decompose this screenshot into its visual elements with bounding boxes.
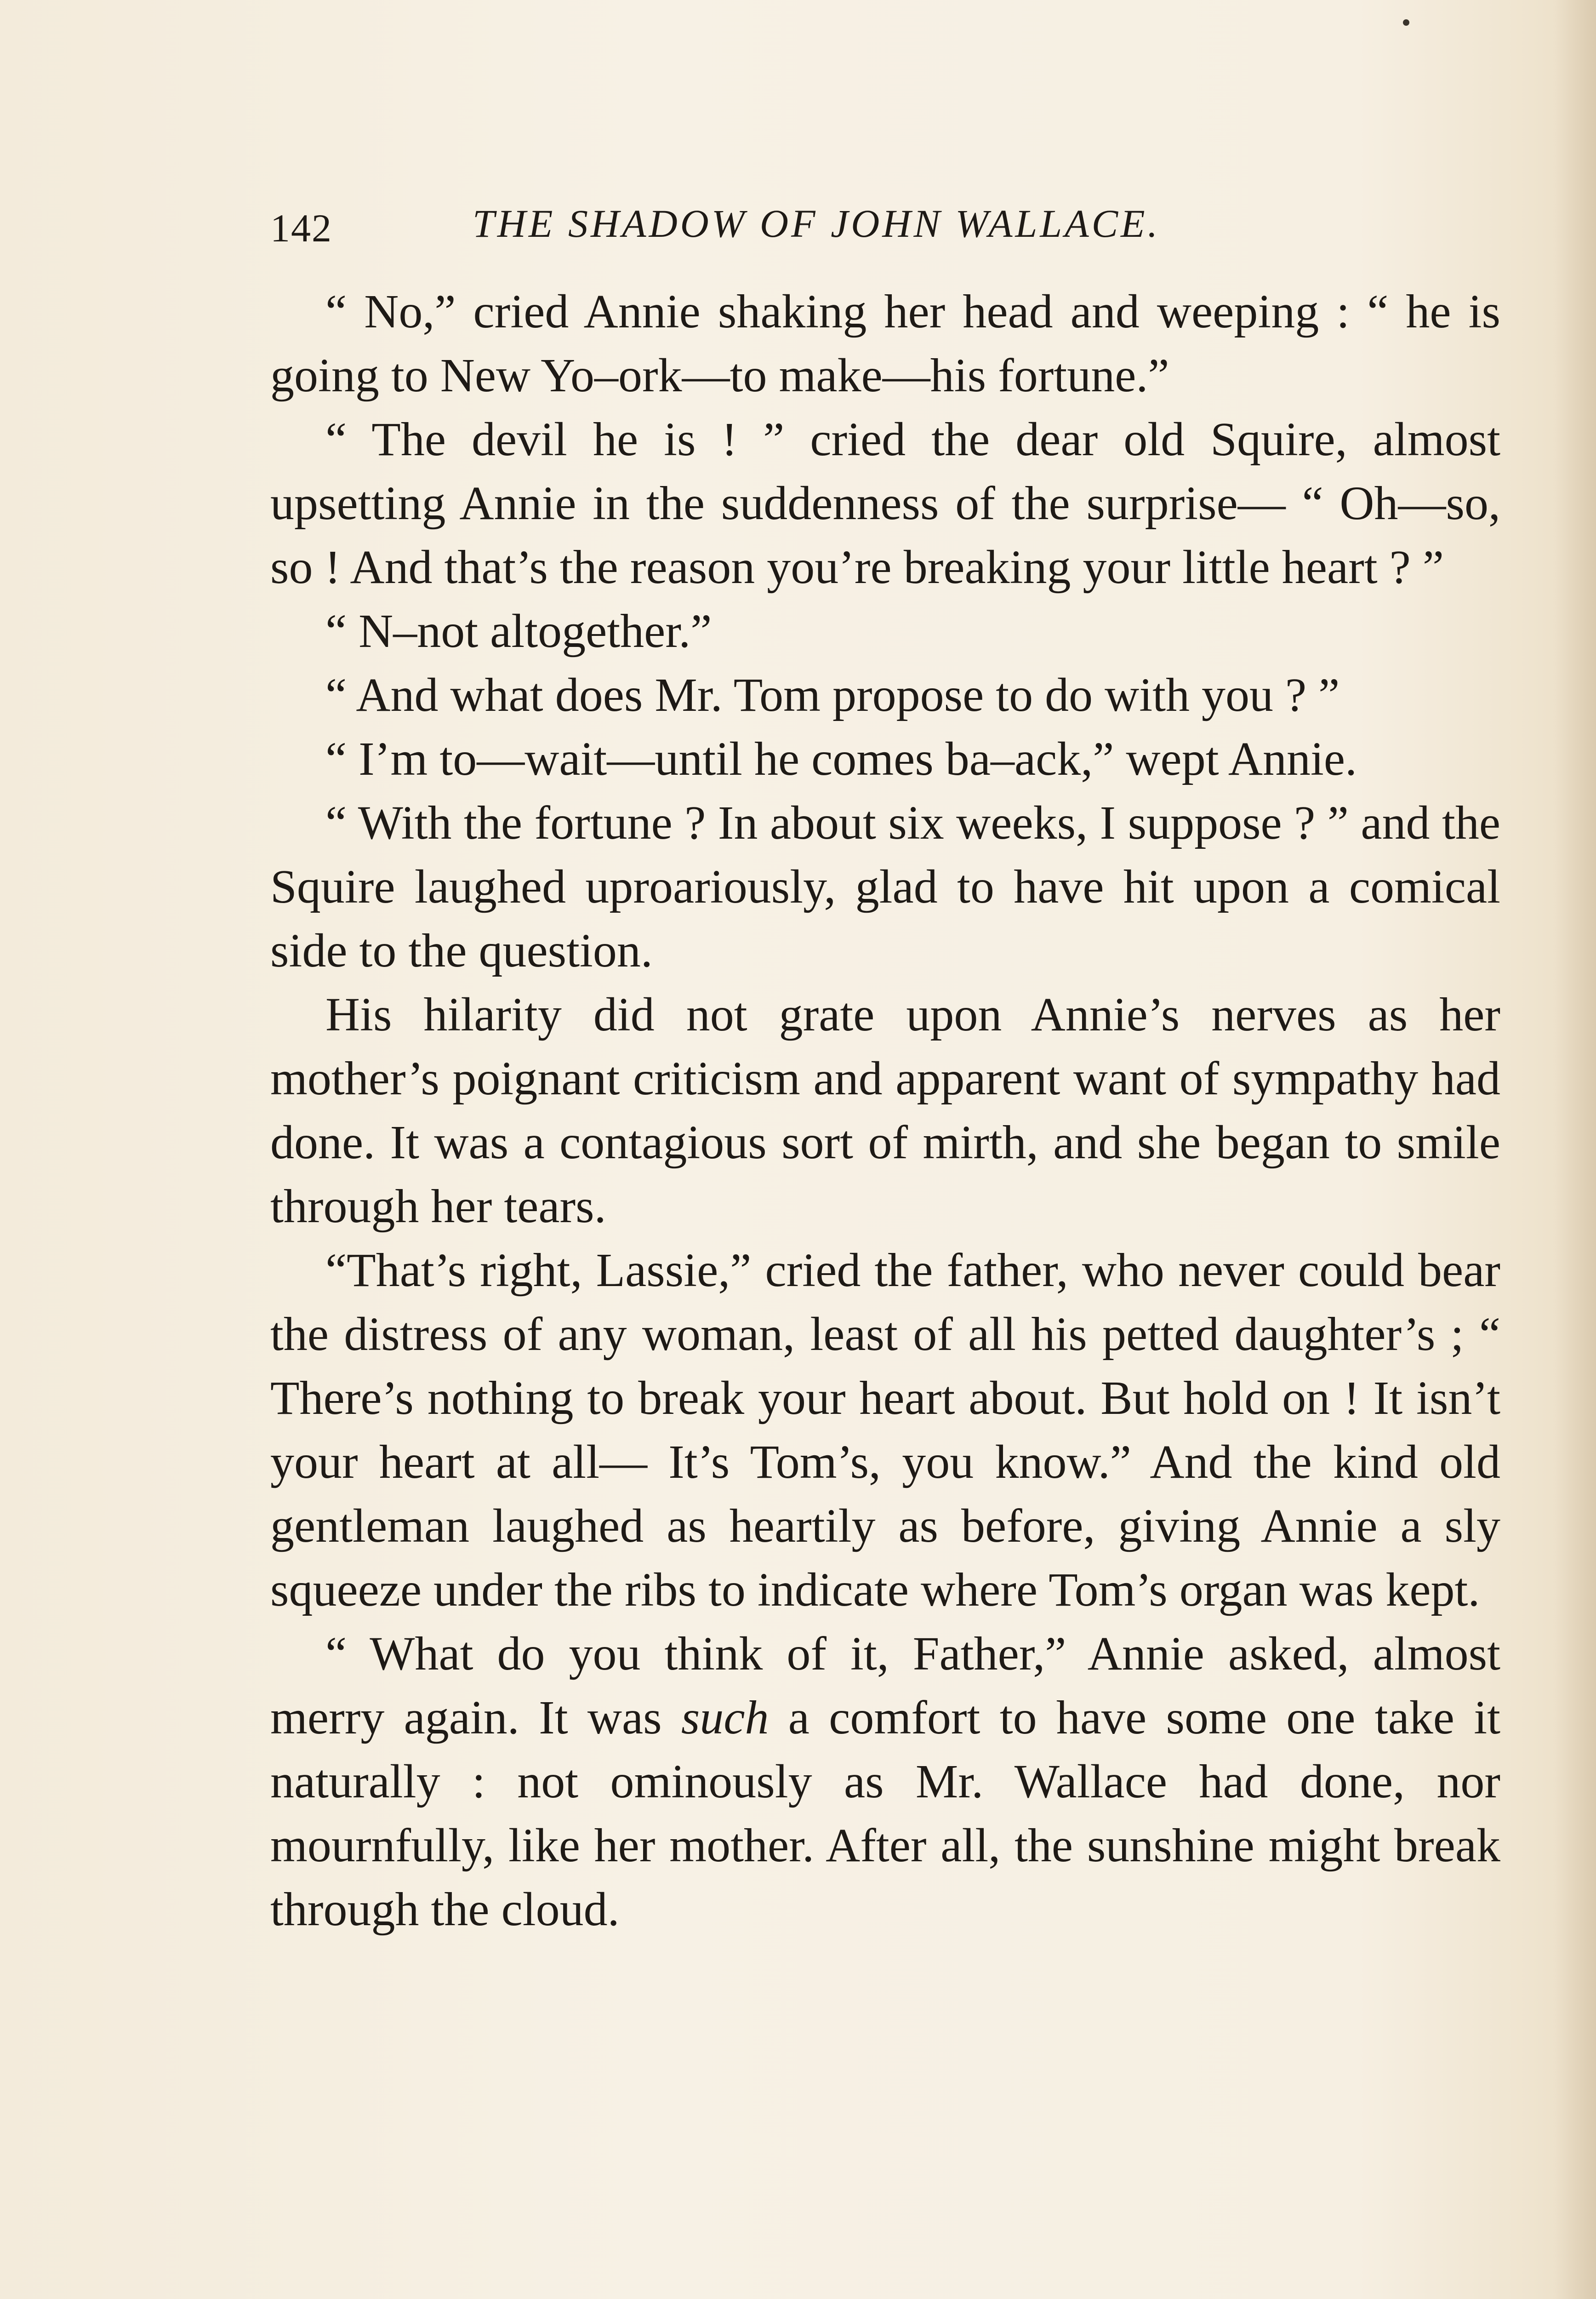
text-segment: “ With the fortune ? In about six weeks, I suppose ? ” and the Squire laughed uproariously, glad to have hit upon a comical side to the question.: [270, 796, 1500, 977]
running-header: [270, 189, 1502, 248]
paragraph: [270, 599, 1500, 663]
paragraph: [270, 1622, 1500, 1941]
paragraph: [270, 983, 1500, 1238]
text-segment: a comfort to have some one take it naturally : not ominously as Mr. Wallace had done, nor mournfully, like her mother. After all, the sunshine might break through the cloud.: [270, 1691, 1500, 1936]
text-segment: “That’s right, Lassie,” cried the father, who never could bear the distress of any woman, least of all his petted daughter’s ; “ There’s nothing to break your heart about. But hold on ! It isn’t your heart at all— It’s Tom’s, you know.” And the kind old gentleman laughed as heartily as before, giving Annie a sly squeeze under the ribs to indicate where Tom’s organ was kept.: [270, 1244, 1500, 1616]
paragraph: [270, 1238, 1500, 1622]
text-segment: His hilarity did not grate upon Annie’s nerves as her mother’s poignant criticism and apparent want of sympathy had done. It was a contagious sort of mirth, and she began to smile through her tears.: [270, 988, 1500, 1233]
text-segment: “ I’m to—wait—until he comes ba–ack,” wept Annie.: [325, 732, 1357, 785]
text-segment: “ And what does Mr. Tom propose to do with you ? ”: [325, 669, 1340, 721]
text-segment: “ The devil he is ! ” cried the dear old Squire, almost upsetting Annie in the suddenness of the surprise— “ Oh—so, so ! And that’s the reason you’re breaking your little heart ? ”: [270, 413, 1500, 594]
paragraph: [270, 407, 1500, 599]
text-segment: “ No,” cried Annie shaking her head and weeping : “ he is going to New Yo–ork—to make—his fortune.”: [270, 285, 1500, 402]
paragraph: [270, 727, 1500, 791]
italic-text: such: [681, 1691, 769, 1744]
page-number: 142: [270, 206, 332, 250]
paragraph: [270, 663, 1500, 727]
text-segment: “ What do you think of it, Father,” Annie asked, almost merry again. It was: [270, 1627, 1500, 1744]
page-edge-shadow: [1555, 0, 1596, 2299]
paragraph: [270, 280, 1500, 407]
running-title: THE SHADOW OF JOHN WALLACE.: [473, 201, 1161, 246]
ink-speck: [1403, 19, 1409, 26]
body-text: [270, 280, 1500, 1941]
paragraph: [270, 791, 1500, 983]
text-segment: “ N–not altogether.”: [325, 605, 712, 658]
